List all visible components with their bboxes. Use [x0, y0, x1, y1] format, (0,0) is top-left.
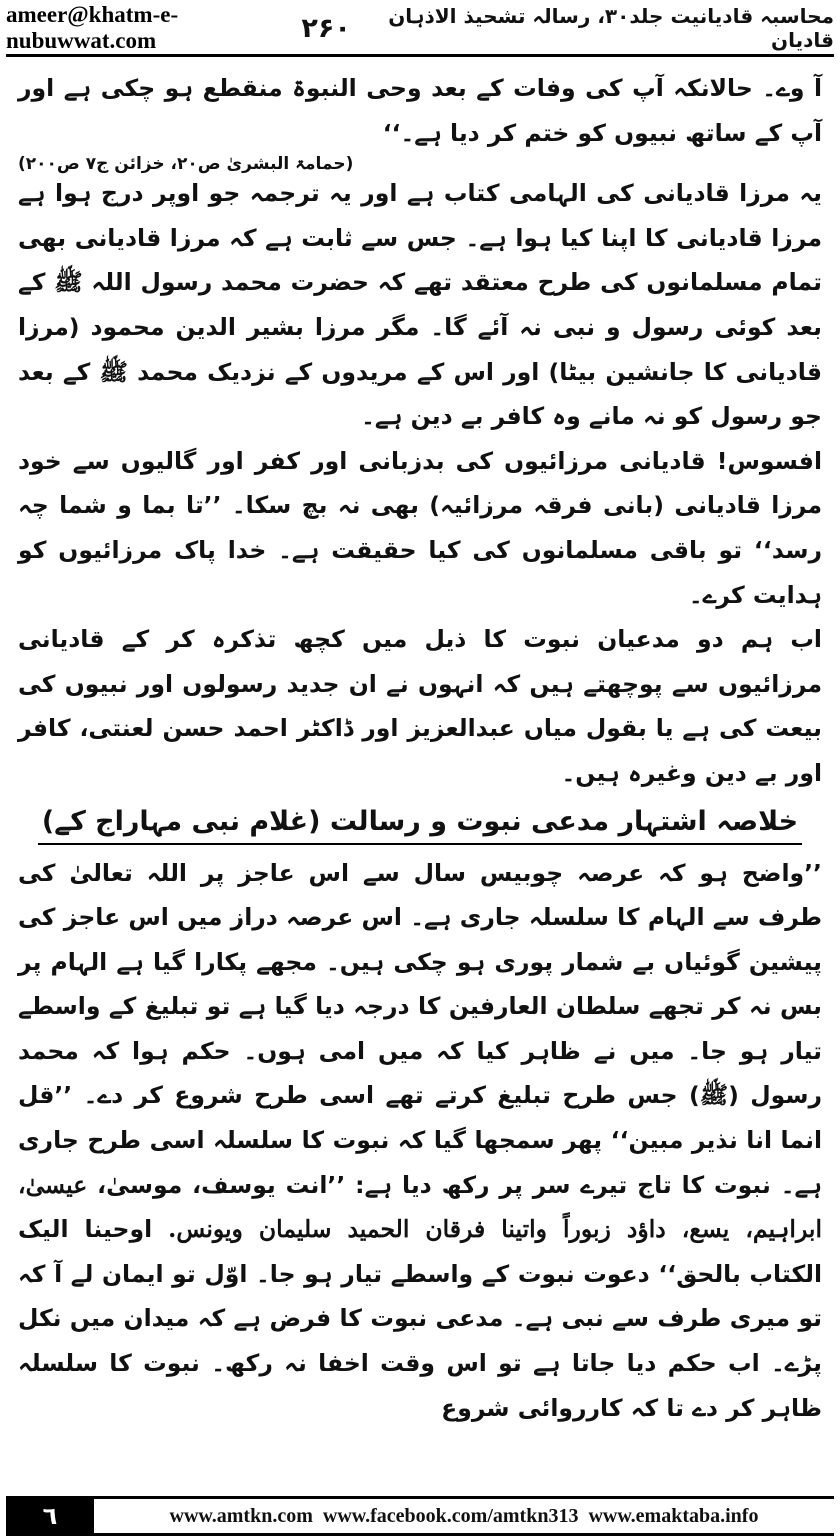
header-rule: [6, 54, 834, 57]
paragraph-2: یہ مرزا قادیانی کی الہامی کتاب ہے اور یہ ترجمہ جو اوپر درج ہوا ہے مرزا قادیانی کا اپنا کیا ہوا ہے۔ جس سے ثابت ہے کہ مرزا قادیانی بھی تمام مسلمانوں کی طرح معتقد تھے کہ حضرت محمد رسول اللہ ﷺ کے بعد کوئی رسول و نبی نہ آئے گا۔ مگر مرزا بشیر الدین محمود (مرزا قادیانی کا جانشین بیٹا) اور اس کے مریدوں کے نزدیک محمد ﷺ کے بعد جو رسول کو نہ مانے وہ کافر بے دین ہے۔: [18, 179, 822, 431]
footer-link-emaktaba[interactable]: www.emaktaba.info: [588, 1504, 759, 1527]
section-heading: خلاصہ اشتہار مدعی نبوت و رسالت (غلام نبی مہاراج کے): [38, 806, 802, 845]
citation-reference: (حمامۃ البشریٰ ص۲۰، خزائن ج۷ ص۲۰۰): [18, 154, 354, 175]
quote-text-a: ’’واضح ہو کہ عرصہ چوبیس سال سے اس عاجز پر اللہ تعالیٰ کی طرف سے الہام کا سلسلہ جاری ہے۔ اس عرصہ دراز میں اس عاجز کی پیشین گوئیاں بے شمار پوری ہو چکی ہیں۔ مجھے پکارا گیا ہے الہام پر بس نہ کر تجھے سلطان العارفین کا درجہ دیا گیا ہے تو تبلیغ کے واسطے تیار ہو جا۔ میں نے ظاہر کیا کہ میں امی ہوں۔ حکم ہوا کہ محمد رسول (ﷺ) جس طرح تبلیغ کرتے تھے اسی طرح شروع کر دے۔ ’’قل انما انا نذیر مبین‘‘ پھر سمجھا گیا کہ نبوت کا سلسلہ اسی طرح جاری ہے۔ نبوت کا تاج تیرے سر پر رکھ دیا ہے: ’’انت یوسف، موسیٰ،: [18, 858, 823, 1199]
header-email[interactable]: ameer@khatm-e-nubuwwat.com: [6, 2, 179, 53]
header-right: [301, 4, 834, 52]
footer-links: [94, 1496, 834, 1536]
quote-text-b: عیسیٰ، ابراہیم، یسع، داؤد زبوراً واتینا فرقان الحمید سلیمان ویونس.: [18, 1170, 822, 1244]
paragraph-4: اب ہم دو مدعیان نبوت کا ذیل میں کچھ تذکرہ کر کے قادیانی مرزائیوں سے پوچھتے ہیں کہ انہوں نے ان جدید رسولوں اور نبیوں کی بیعت کی ہے یا بقول میاں عبدالعزیز اور ڈاکٹر احمد حسن لعنتی، کافر اور بے دین وغیرہ ہیں۔: [18, 625, 822, 787]
footer-page-number: ٦: [6, 1496, 94, 1536]
footer-link-facebook[interactable]: www.facebook.com/amtkn313: [322, 1504, 579, 1527]
page-footer: [6, 1496, 834, 1536]
quote-text-c: اوحینا الیک الکتاب بالحق‘‘ دعوت نبوت کے واسطے تیار ہو جا۔ اوّل تو ایمان لے آ کہ تو میری طرف سے نبی ہے۔ مدعی نبوت کا فرض ہے کہ میدان میں نکل پڑے۔ اب حکم دیا جاتا ہے تو اس وقت اخفا نہ رکھ۔ نبوت کا سلسلہ ظاہر کر دے تا کہ کارروائی شروع: [18, 1215, 822, 1422]
section-heading-wrap: [18, 806, 822, 845]
page-header: [6, 4, 834, 52]
paragraph-1: [18, 66, 822, 177]
header-page-number: ۲۶۰: [301, 12, 351, 44]
footer-link-amtkn[interactable]: www.amtkn.com: [169, 1504, 313, 1527]
header-book-title: محاسبہ قادیانیت جلد۳۰، رسالہ تشحیذ الاذہان قادیان: [388, 4, 834, 52]
page-body: [18, 66, 822, 1430]
quote-paragraph: [18, 851, 822, 1431]
paragraph-1-text: آ وے۔ حالانکہ آپ کی وفات کے بعد وحی النبوۃ منقطع ہو چکی ہے اور آپ کے ساتھ نبیوں کو ختم کر دیا ہے۔‘‘: [18, 74, 822, 147]
paragraph-3: افسوس! قادیانی مرزائیوں کی بدزبانی اور کفر اور گالیوں سے خود مرزا قادیانی (بانی فرقہ مرزائیہ) بھی نہ بچ سکا۔ ’’تا بما و شما چہ رسد‘‘ تو باقی مسلمانوں کی کیا حقیقت ہے۔ خدا پاک مرزائیوں کو ہدایت کرے۔: [18, 446, 822, 609]
